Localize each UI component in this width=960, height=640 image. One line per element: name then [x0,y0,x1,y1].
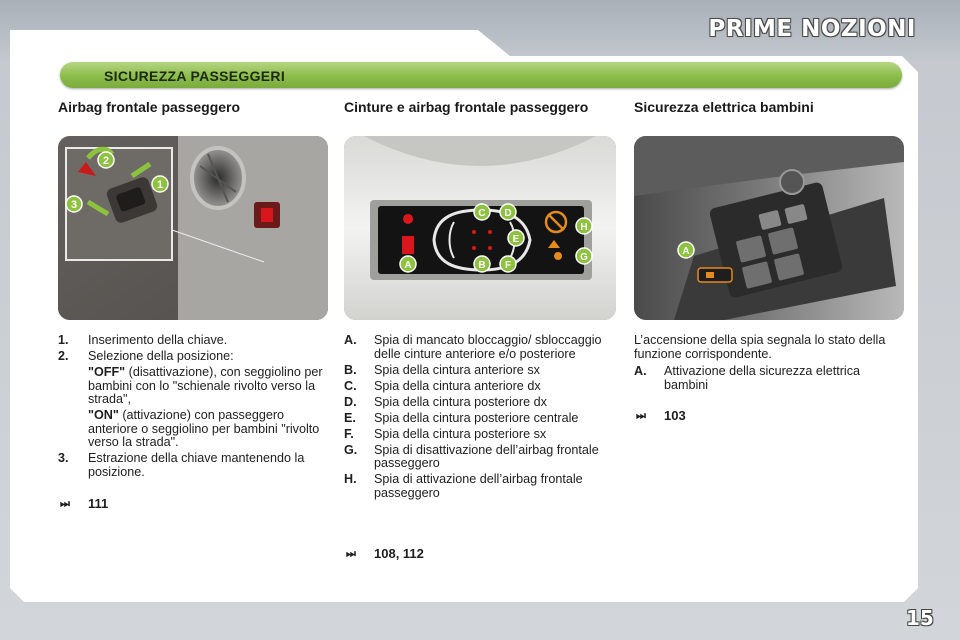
callout-badge [576,218,592,234]
item-text: Spia della cintura anteriore sx [374,362,540,377]
svg-text:D: D [504,208,512,219]
page-reference-seatbelts [344,546,424,561]
svg-text:A: A [404,260,412,271]
item-key: D. [344,394,357,409]
item-key: E. [344,410,356,425]
item-key: G. [344,442,358,457]
page-reference-airbag [58,496,108,511]
seatbelt-legend [344,334,616,503]
callout-badge [474,256,490,272]
svg-text:B: B [478,260,486,271]
airbag-instructions [58,334,330,482]
item-text: Attivazione della sicurezza elettrica bambini [664,364,860,392]
item-key: C. [344,378,357,393]
legend-item [344,412,616,426]
child-lock-indicator [706,272,714,278]
item-key: 3. [58,451,69,465]
column-seatbelts [344,100,618,136]
callout-badge [500,256,516,272]
callout-badge [508,230,524,246]
item-text: Spia della cintura posteriore centrale [374,410,579,425]
page-reference-child-safety [634,408,686,423]
legend-item [344,473,616,500]
item-text: Spia della cintura posteriore dx [374,394,547,409]
airbag-switch-photo [58,136,328,320]
callout-badge [400,256,416,272]
callout-badge [66,196,82,212]
svg-text:2: 2 [102,155,110,167]
svg-text:F: F [504,260,512,271]
item-key: A. [344,333,357,347]
item-key: A. [634,364,647,378]
sub-item-off [58,366,330,407]
svg-text:C: C [478,208,486,219]
svg-text:3: 3 [70,199,78,211]
item-text: Spia di attivazione dell’airbag frontale passeggero [374,472,583,500]
fast-forward-icon: ⏭ [636,408,646,422]
off-text: (disattivazione), con seggiolino per bambini con lo "schienale rivolto verso la strada", [88,365,323,406]
column-child-safety [634,100,906,136]
off-label: "OFF" [88,365,126,379]
on-label: "ON" [88,408,119,422]
section-bar [60,62,902,88]
svg-text:G: G [580,252,588,263]
callout-badge [500,204,516,220]
legend-item [344,380,616,394]
callout-badge [678,242,694,258]
item-key: F. [344,426,354,441]
column-airbag [58,100,330,136]
fast-forward-icon: ⏭ [346,546,356,560]
item-key: 2. [58,349,69,363]
item-text: Inserimento della chiave. [88,333,228,347]
on-text: (attivazione) con passeggero anteriore o seggiolino per bambini "rivolto verso la strada". [88,408,320,449]
seatbelt-warning-panel-photo [344,136,616,320]
item-text: Selezione della posizione: [88,349,234,363]
list-item [58,350,330,364]
legend-item [634,365,906,392]
svg-text:1: 1 [156,179,164,191]
page-number: 15 [906,606,934,630]
item-key: 1. [58,333,69,347]
svg-text:A: A [682,246,690,257]
item-text: Spia della cintura anteriore dx [374,378,541,393]
callout-badge [576,248,592,264]
svg-text:E: E [512,234,520,245]
chapter-title: PRIME NOZIONI [708,16,916,42]
list-item [58,334,330,348]
item-text: Spia di disattivazione dell’airbag frontale passeggero [374,442,599,470]
legend-item [344,364,616,378]
item-key: B. [344,362,357,377]
svg-text:H: H [580,222,588,233]
item-text: Spia di mancato bloccaggio/ sbloccaggio delle cinture anteriore e/o posteriore [374,333,602,361]
item-key: H. [344,472,357,486]
section-title: SICUREZZA PASSEGGERI [104,68,286,84]
sub-item-on [58,409,330,450]
reference-number: 108, 112 [374,546,424,561]
item-text: Spia della cintura posteriore sx [374,426,547,441]
intro-text: L’accensione della spia segnala lo stato della funzione corrispondente. [634,333,886,361]
child-safety-switch-photo [634,136,904,320]
child-safety-text [634,334,906,395]
callout-badge [98,152,114,168]
reference-number: 103 [664,408,686,423]
column-title-child-safety: Sicurezza elettrica bambini [634,99,814,115]
legend-item [344,396,616,410]
legend-item [344,444,616,471]
legend-item [344,334,616,361]
list-item [58,452,330,479]
callout-badge [474,204,490,220]
reference-number: 111 [88,496,109,511]
column-title-airbag: Airbag frontale passeggero [58,99,241,115]
legend-item [344,428,616,442]
fast-forward-icon: ⏭ [60,496,70,510]
column-title-seatbelts: Cinture e airbag frontale passeggero [344,99,589,115]
item-text: Estrazione della chiave mantenendo la posizione. [88,451,305,479]
callout-badge [152,176,168,192]
